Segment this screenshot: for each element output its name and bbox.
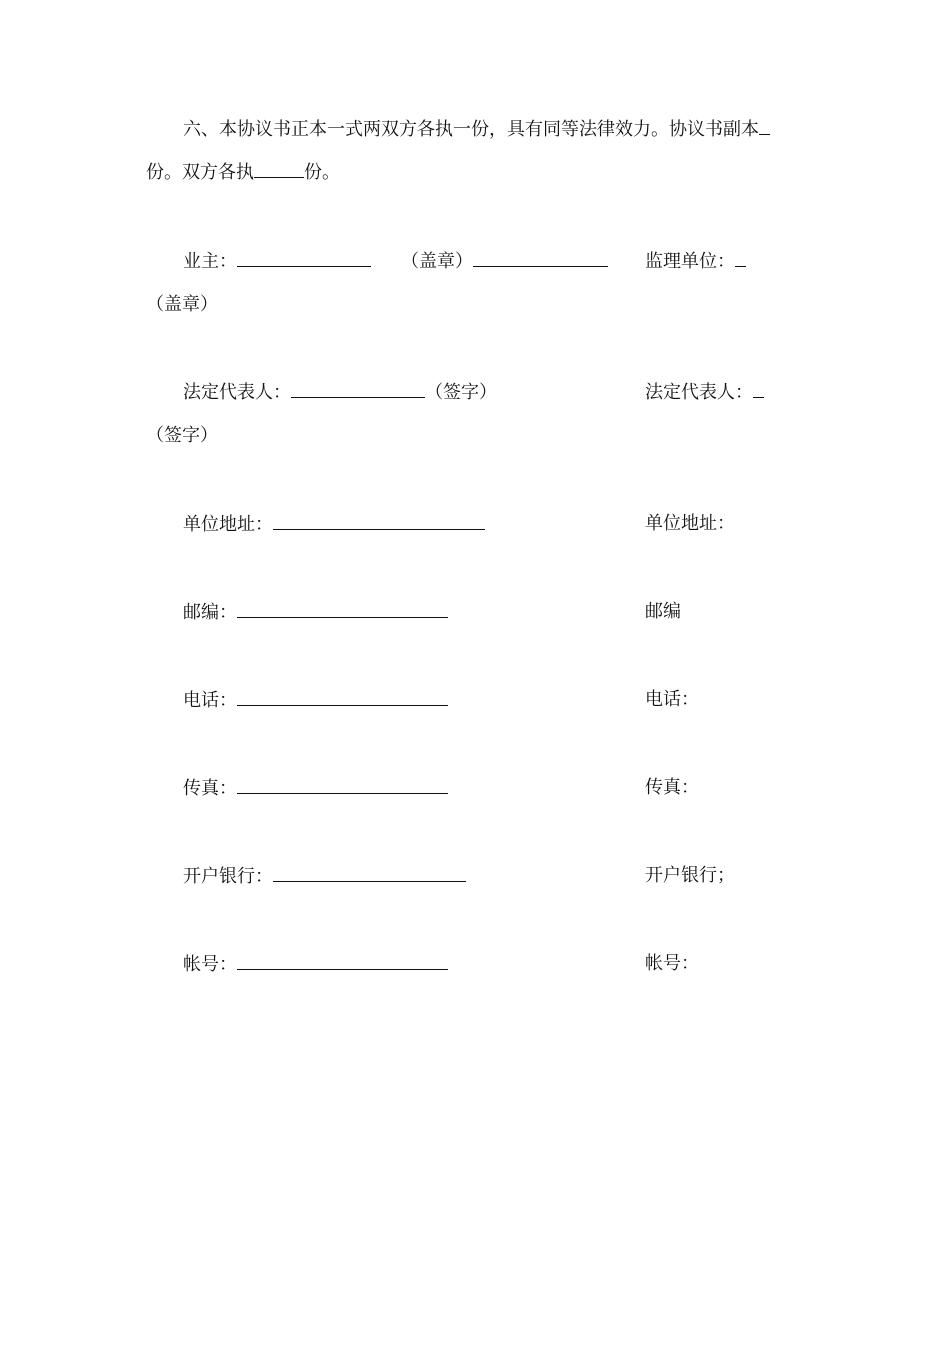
address-blank[interactable]: [273, 513, 485, 530]
legal-rep-row: [183, 381, 497, 404]
owner-label: 业主：: [183, 251, 237, 272]
phone-row: [183, 689, 448, 712]
owner-blank[interactable]: [237, 250, 371, 267]
owner-seal-blank[interactable]: [473, 250, 608, 267]
clause-6-line-1: 六、本协议书正本一式两双方各执一份，具有同等法律效力。协议书副本: [183, 118, 770, 141]
right-legal-rep-label: 法定代表人：: [645, 382, 753, 403]
account-row: [183, 953, 448, 976]
bank-row: [183, 865, 466, 888]
right-legal-rep-row: [645, 381, 764, 404]
supervisor-seal-label: （盖章）: [146, 294, 218, 315]
account-label: 帐号：: [183, 954, 237, 975]
fax-label: 传真：: [183, 778, 237, 799]
right-sign-label: （签字）: [146, 425, 218, 446]
right-fax-label: 传真：: [645, 777, 699, 798]
owner-seal-row: [401, 250, 608, 273]
fax-blank[interactable]: [237, 777, 448, 794]
legal-rep-label: 法定代表人：: [183, 382, 291, 403]
bank-blank[interactable]: [273, 865, 466, 882]
account-blank[interactable]: [237, 953, 448, 970]
right-legal-rep-blank[interactable]: [753, 381, 764, 398]
right-postcode-label: 邮编: [645, 601, 681, 622]
phone-blank[interactable]: [237, 689, 448, 706]
address-row: [183, 513, 485, 536]
postcode-row: [183, 601, 448, 624]
address-label: 单位地址：: [183, 514, 273, 535]
postcode-label: 邮编：: [183, 602, 237, 623]
supervisor-label: 监理单位：: [645, 251, 735, 272]
phone-label: 电话：: [183, 690, 237, 711]
bank-label: 开户银行：: [183, 866, 273, 887]
right-address-label: 单位地址：: [645, 513, 735, 534]
legal-rep-blank[interactable]: [291, 381, 425, 398]
owner-seal-label: （盖章）: [401, 251, 473, 272]
supervisor-blank[interactable]: [735, 250, 746, 267]
right-account-label: 帐号：: [645, 953, 699, 974]
owner-row: [183, 250, 371, 273]
supervisor-row: [645, 250, 746, 273]
right-phone-label: 电话：: [645, 689, 699, 710]
copies-blank[interactable]: [759, 118, 770, 135]
postcode-blank[interactable]: [237, 601, 448, 618]
each-party-copies-blank[interactable]: [254, 161, 304, 178]
legal-rep-sign-label: （签字）: [425, 382, 497, 403]
right-bank-label: 开户银行；: [645, 865, 735, 886]
clause-6-line-2: 份。双方各执 份。: [146, 162, 340, 183]
fax-row: [183, 777, 448, 800]
